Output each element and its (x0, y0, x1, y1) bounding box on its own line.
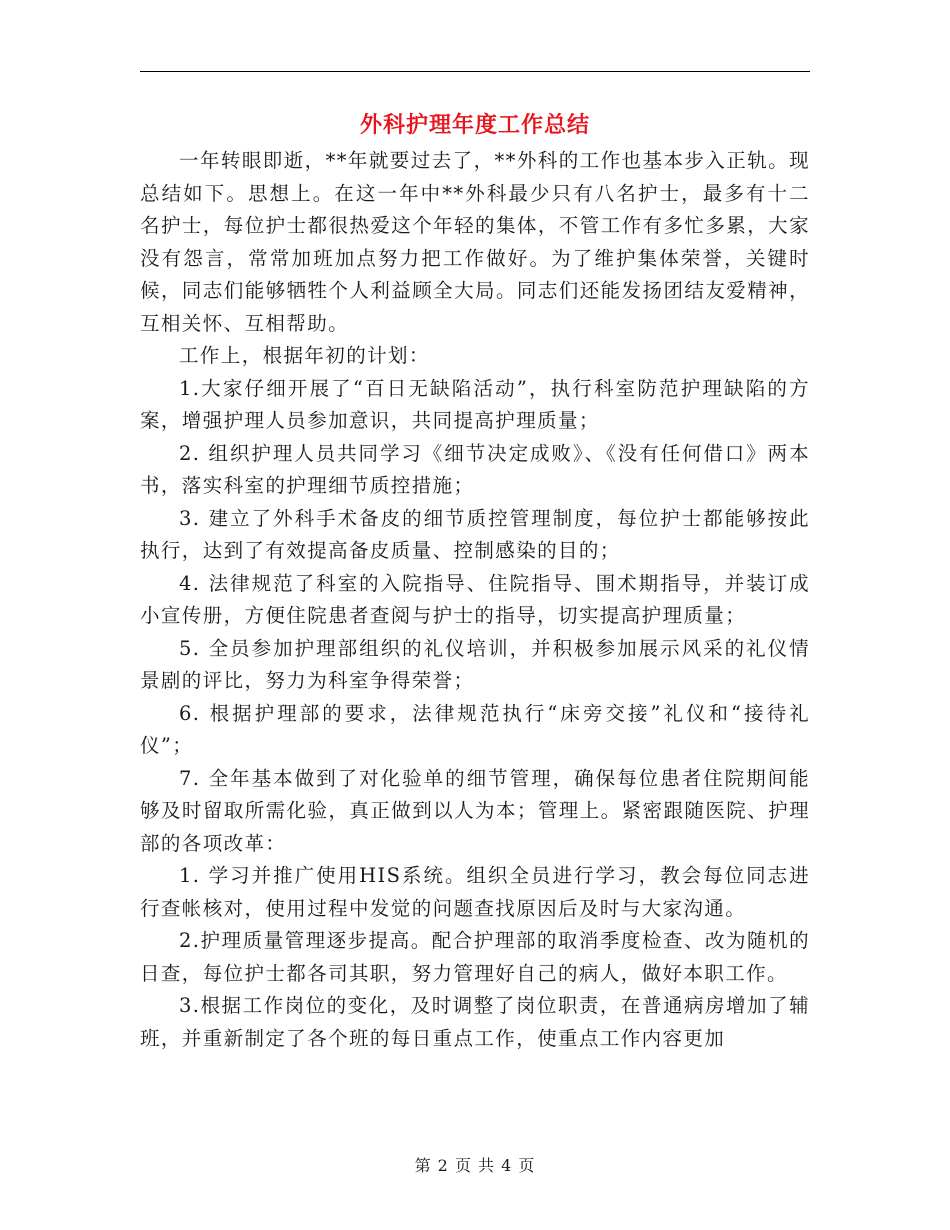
paragraph-management-item-2: 2.护理质量管理逐步提高。配合护理部的取消季度检查、改为随机的日查，每位护士都各司其职，努力管理好自己的病人，做好本职工作。 (140, 929, 810, 985)
paragraph-work-item-1: 1.大家仔细开展了“百日无缺陷活动”，执行科室防范护理缺陷的方案，增强护理人员参加意识，共同提高护理质量； (140, 376, 810, 432)
header-rule (140, 71, 810, 72)
paragraph-work-item-7: 7. 全年基本做到了对化验单的细节管理，确保每位患者住院期间能够及时留取所需化验，真正做到以人为本；管理上。紧密跟随医院、护理部的各项改革： (140, 766, 810, 855)
page-number-footer: 第 2 页 共 4 页 (414, 1156, 536, 1175)
document-title: 外科护理年度工作总结 (359, 112, 590, 138)
paragraph-work-heading: 工作上，根据年初的计划： (179, 344, 430, 367)
paragraph-work-item-3: 3. 建立了外科手术备皮的细节质控管理制度，每位护士都能够按此执行，达到了有效提高备皮质量、控制感染的目的； (140, 506, 810, 562)
paragraph-work-item-4: 4. 法律规范了科室的入院指导、住院指导、围术期指导，并装订成小宣传册，方便住院患者查阅与护士的指导，切实提高护理质量； (140, 571, 810, 627)
paragraph-intro: 一年转眼即逝，**年就要过去了，**外科的工作也基本步入正轨。现总结如下。思想上。在这一年中**外科最少只有八名护士，最多有十二名护士，每位护士都很热爱这个年轻的集体，不管工作有多忙多累，大家没有怨言，常常加班加点努力把工作做好。为了维护集体荣誉，关键时候，同志们能够牺牲个人利益顾全大局。同志们还能发扬团结友爱精神，互相关怀、互相帮助。 (140, 149, 810, 335)
paragraph-work-item-6: 6. 根据护理部的要求，法律规范执行“床旁交接”礼仪和“接待礼仪”； (140, 701, 810, 757)
paragraph-work-item-5: 5. 全员参加护理部组织的礼仪培训，并积极参加展示风采的礼仪情景剧的评比，努力为科室争得荣誉； (140, 636, 810, 692)
paragraph-management-item-1: 1. 学习并推广使用HIS系统。组织全员进行学习，教会每位同志进行查帐核对，使用过程中发觉的问题查找原因后及时与大家沟通。 (140, 864, 810, 920)
paragraph-work-item-2: 2. 组织护理人员共同学习《细节决定成败》、《没有任何借口》两本书，落实科室的护理细节质控措施； (140, 441, 810, 497)
document-body (140, 145, 810, 1055)
paragraph-management-item-3: 3.根据工作岗位的变化，及时调整了岗位职责，在普通病房增加了辅班，并重新制定了各个班的每日重点工作，使重点工作内容更加 (140, 994, 810, 1050)
